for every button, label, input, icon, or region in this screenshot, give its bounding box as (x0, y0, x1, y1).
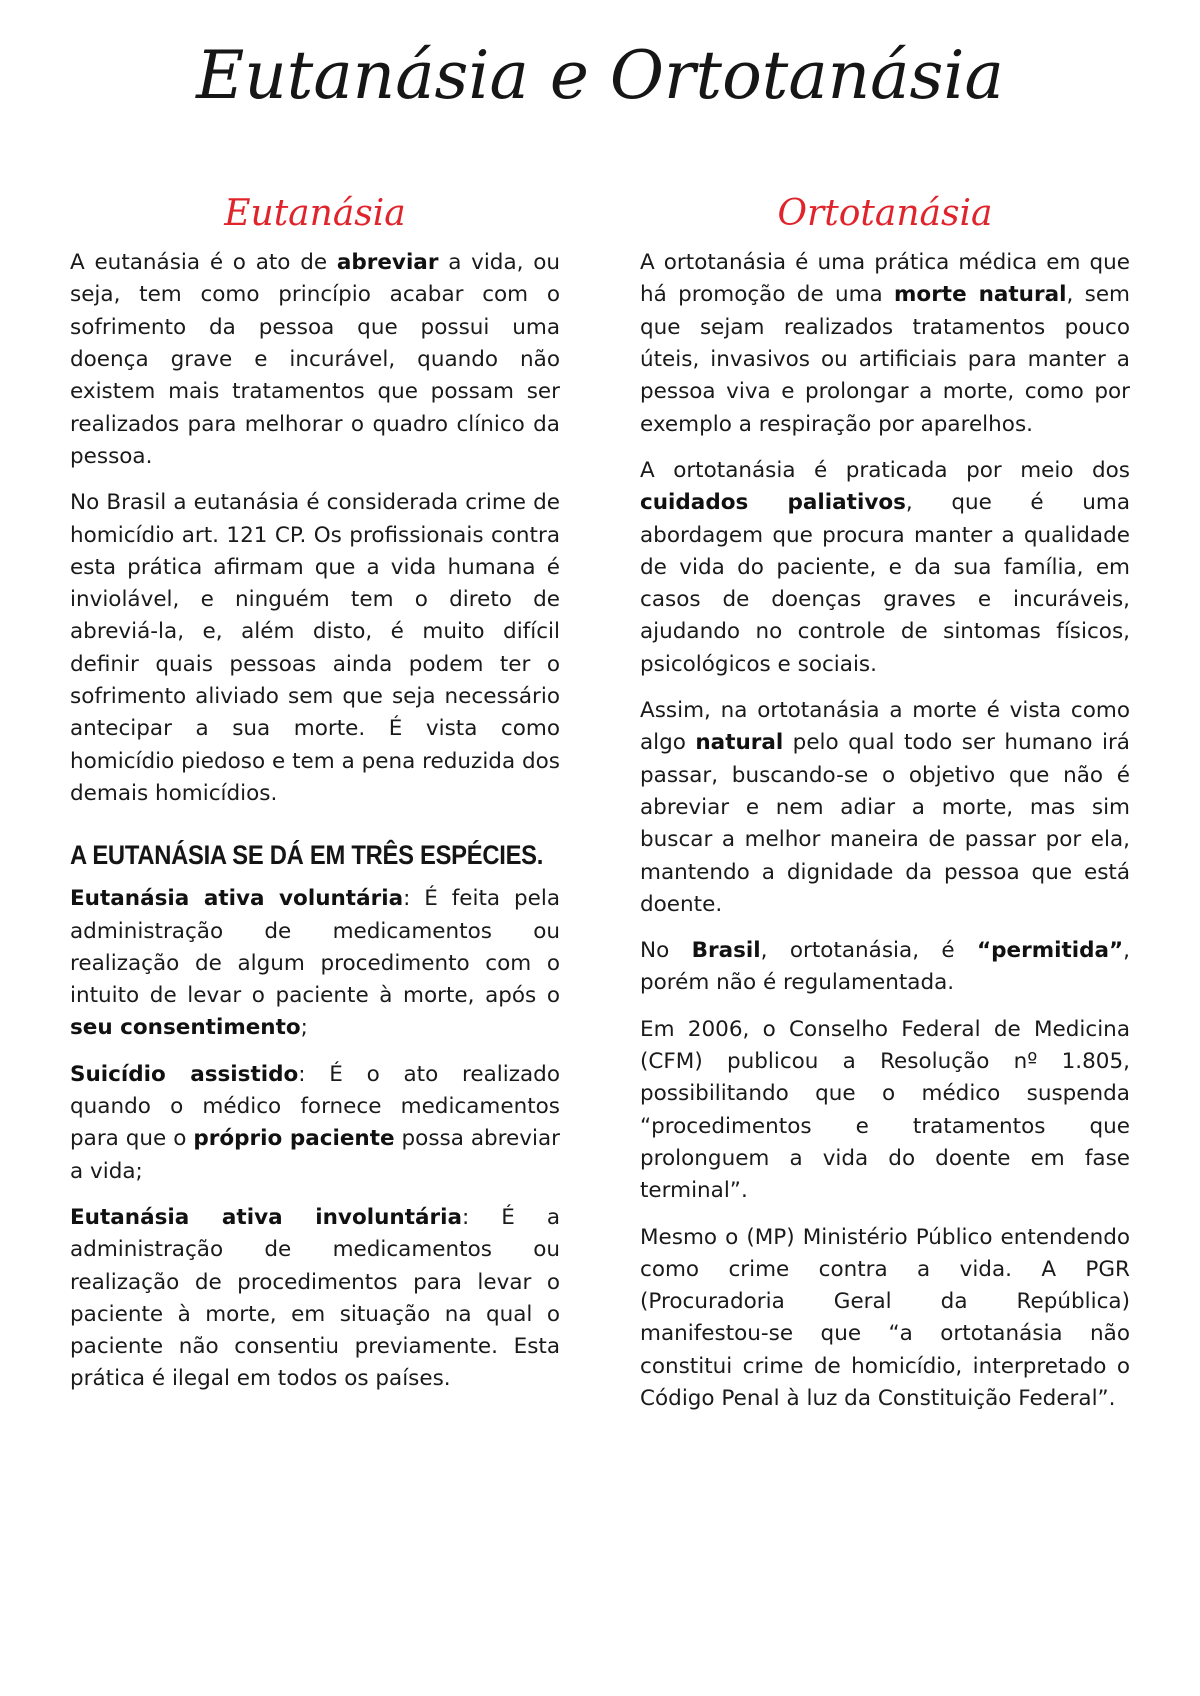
euthanasia-column (70, 192, 560, 1410)
species-assisted-suicide (70, 1059, 560, 1188)
text-run: No (640, 938, 692, 964)
euthanasia-heading: Eutanásia (224, 193, 406, 234)
euthanasia-brazil-paragraph: No Brasil a eutanásia é considerada crime de homicídio art. 121 CP. Os profissionais contra esta prática afirmam que a vida humana é inviolável, e ninguém tem o direto de abreviá-la, e, além disto, é muito difícil definir quais pessoas ainda podem ter o sofrimento aliviado sem que seja necessário antecipar a sua morte. É vista como homicídio piedoso e tem a pena reduzida dos demais homicídios. (70, 490, 560, 806)
euthanasia-definition-paragraph (70, 247, 560, 473)
emphasis-own-patient: próprio paciente (193, 1126, 395, 1152)
emphasis-natural: natural (695, 730, 784, 756)
species-active-voluntary (70, 883, 560, 1044)
cfm-resolution-paragraph: Em 2006, o Conselho Federal de Medicina (CFM) publicou a Resolução nº 1.805, possibilitando que o médico suspenda “procedimentos e tratamentos que prolonguem a vida do doente em fase terminal”. (640, 1016, 1130, 1204)
text-run: possa abreviar a vida; (70, 1126, 560, 1184)
emphasis-natural-death: morte natural (894, 282, 1067, 308)
emphasis-consent: seu consentimento (70, 1015, 301, 1041)
text-run: Assim, na ortotanásia a morte é vista como algo (640, 698, 1130, 756)
text-run: A ortotanásia é uma prática médica em que há promoção de uma (640, 250, 1130, 308)
text-run: A eutanásia é o ato de (70, 250, 337, 276)
text-run: pelo qual todo ser humano irá passar, buscando-se o objetivo que não é abreviar e nem adiar a morte, mas sim buscar a melhor maneira de passar por ela, mantendo a dignidade da pessoa que está doente. (640, 730, 1130, 917)
species-label: Eutanásia ativa involuntária (70, 1204, 462, 1230)
text-run: : É o ato realizado quando o médico fornece medicamentos para que o (70, 1061, 560, 1152)
text-run: : É feita pela administração de medicamentos ou realização de algum procedimento com o intuito de levar o paciente à morte, após o (70, 886, 560, 1009)
emphasis-permitida: “permitida” (977, 938, 1124, 964)
pgr-paragraph: Mesmo o (MP) Ministério Público entendendo como crime contra a vida. A PGR (Procuradoria Geral da República) manifestou-se que “a ortotanásia não constitui crime de homicídio, interpretado o Código Penal à luz da Constituição Federal”. (640, 1224, 1130, 1411)
text-run: , que é uma abordagem que procura manter a qualidade de vida do paciente, e da sua família, em casos de doenças graves e incuráveis, ajudando no controle de sintomas físicos, psicológicos e sociais. (640, 490, 1131, 677)
text-run: a vida, ou seja, tem como princípio acabar com o sofrimento da pessoa que possui uma doença grave e incurável, quando não existem mais tratamentos que possam ser realizados para melhorar o quadro clínico da pessoa. (70, 250, 560, 469)
brazil-legality-paragraph (640, 935, 1130, 1000)
text-run: A ortotanásia é praticada por meio dos (640, 457, 1130, 483)
text-run: : É a administração de medicamentos ou realização de procedimentos para levar o paciente à morte, em situação na qual o paciente não consentiu previamente. Esta prática é ilegal em todos os países. (70, 1204, 560, 1392)
text-run: ; (300, 1015, 308, 1041)
species-label: Suicídio assistido (70, 1061, 299, 1087)
page-title: Eutanásia e Ortotanásia (196, 37, 1004, 114)
species-label: Eutanásia ativa voluntária (70, 886, 404, 912)
orthothanasia-column (640, 192, 1130, 1429)
text-run: , sem que sejam realizados tratamentos pouco úteis, invasivos ou artificiais para manter a pessoa viva e prolongar a morte, como por exemplo a respiração por aparelhos. (640, 282, 1130, 437)
natural-death-paragraph (640, 695, 1130, 921)
emphasis-palliative-care: cuidados paliativos (640, 490, 906, 516)
text-run: , ortotanásia, é (760, 938, 977, 964)
orthothanasia-heading: Ortotanásia (777, 193, 993, 234)
text-run: , porém não é regulamentada. (640, 938, 1130, 996)
orthothanasia-definition-paragraph (640, 247, 1130, 441)
palliative-care-paragraph (640, 455, 1130, 681)
emphasis-brasil: Brasil (691, 938, 761, 964)
emphasis-abreviar: abreviar (336, 250, 439, 276)
species-heading: A EUTANÁSIA SE DÁ EM TRÊS ESPÉCIES. (70, 840, 544, 871)
species-active-involuntary (70, 1202, 560, 1396)
